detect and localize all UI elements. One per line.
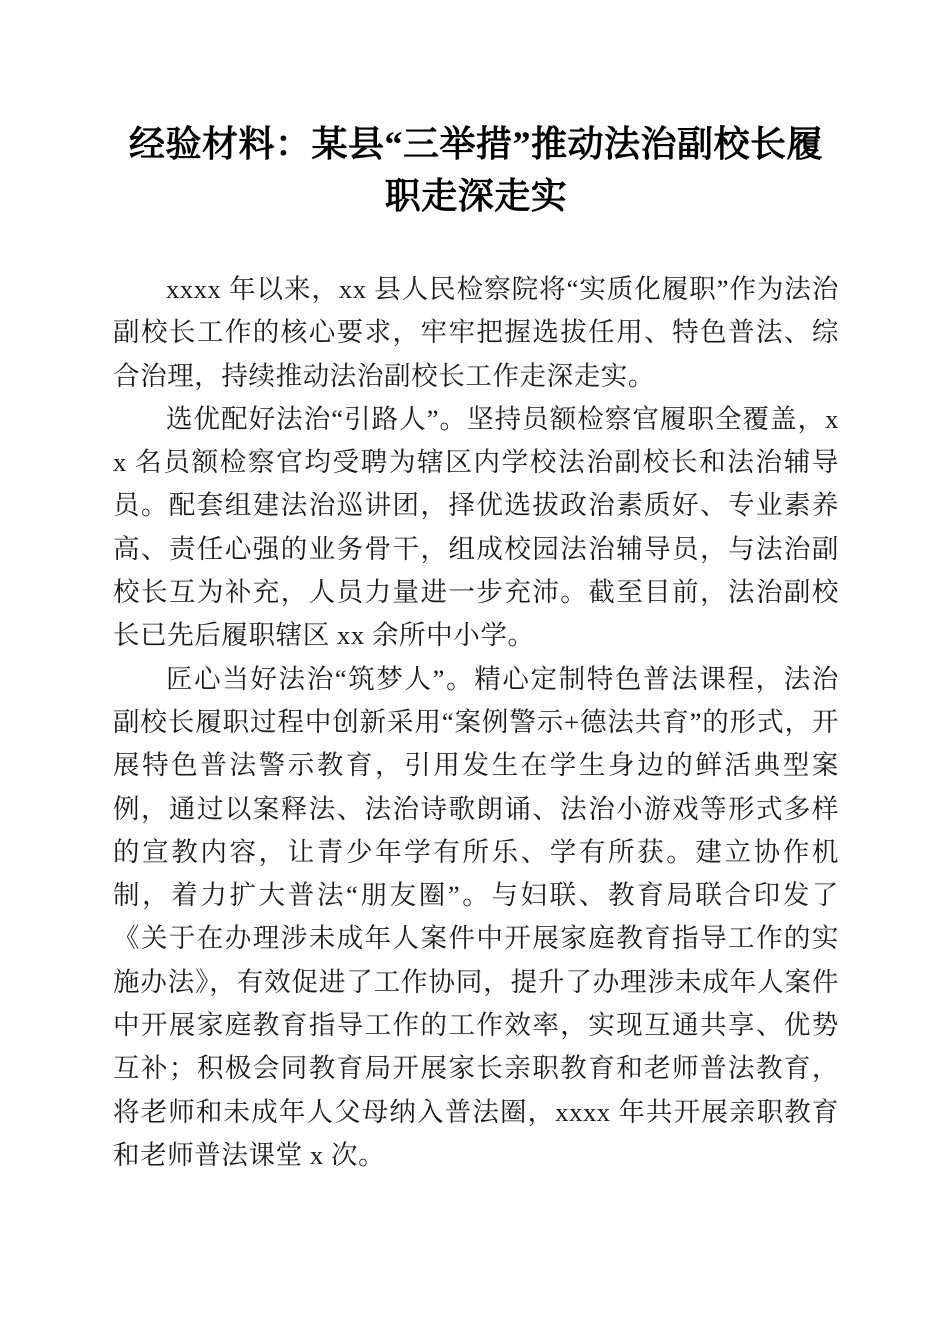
document-content bbox=[113, 118, 839, 1177]
body-paragraph: 选优配好法治“引路人”。坚持员额检察官履职全覆盖，xx 名员额检察官均受聘为辖区内学校法治副校长和法治辅导员。配套组建法治巡讲团，择优选拔政治素质好、专业素养高、责任心强的业务骨干，组成校园法治辅导员，与法治副校长互为补充，人员力量进一步充沛。截至目前，法治副校长已先后履职辖区 xx 余所中小学。 bbox=[113, 403, 839, 651]
body-paragraph: 匠心当好法治“筑梦人”。精心定制特色普法课程，法治副校长履职过程中创新采用“案例警示+德法共育”的形式，开展特色普法警示教育，引用发生在学生身边的鲜活典型案例，通过以案释法、法治诗歌朗诵、法治小游戏等形式多样的宣教内容，让青少年学有所乐、学有所获。建立协作机制，着力扩大普法“朋友圈”。与妇联、教育局联合印发了《关于在办理涉未成年人案件中开展家庭教育指导工作的实施办法》，有效促进了工作协同，提升了办理涉未成年人案件中开展家庭教育指导工作的工作效率，实现互通共享、优势互补；积极会同教育局开展家长亲职教育和老师普法教育，将老师和未成年人父母纳入普法圈，xxxx 年共开展亲职教育和老师普法课堂 x 次。 bbox=[113, 663, 839, 1170]
body-paragraph: xxxx 年以来，xx 县人民检察院将“实质化履职”作为法治副校长工作的核心要求，牢牢把握选拔任用、特色普法、综合治理，持续推动法治副校长工作走深走实。 bbox=[113, 274, 839, 391]
page-title: 经验材料：某县“三举措”推动法治副校长履职走深走实 bbox=[128, 124, 823, 216]
document-body bbox=[113, 268, 839, 1177]
